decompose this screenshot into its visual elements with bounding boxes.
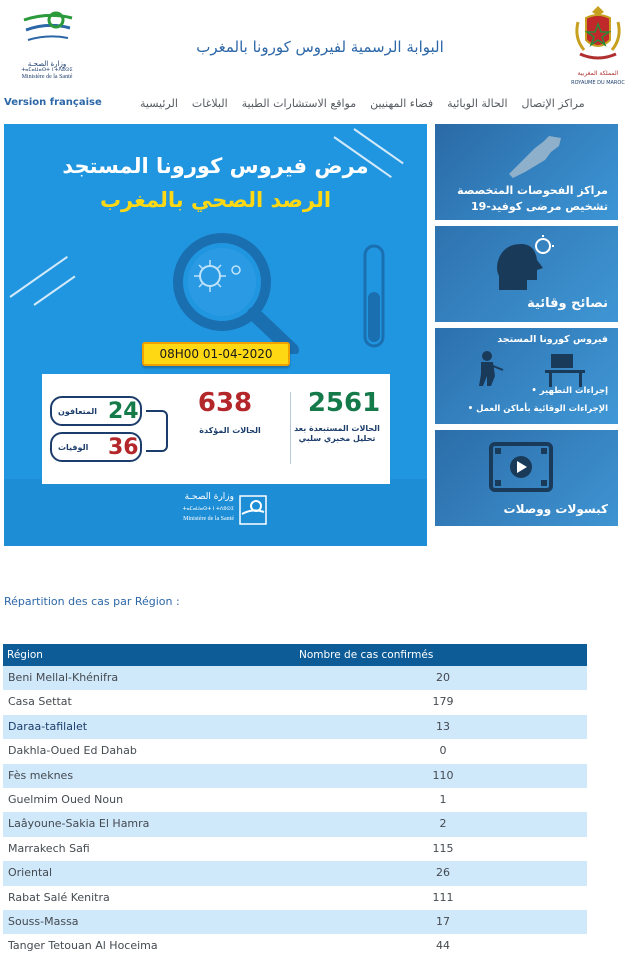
nav-item-call-centers[interactable]: مراكز الإتصال: [521, 97, 585, 110]
banner-title-line1: مرض فيروس كورونا المستجد: [62, 154, 369, 178]
region-name: Beni Mellal-Khénifra: [8, 671, 119, 684]
tile-disinfection-measures[interactable]: [435, 328, 618, 424]
table-row: [3, 715, 587, 739]
tile-disinfection-bullet2: الإجراءات الوقائية بأماكن العمل •: [467, 404, 608, 414]
ministry-label-fr: Ministère de la Santé: [21, 74, 73, 80]
table-row: [3, 739, 587, 763]
banner-ministry-logo: [168, 490, 268, 534]
region-name: Oriental: [8, 866, 53, 880]
tile-prevention-tips[interactable]: [435, 226, 618, 322]
region-cases: 44: [436, 939, 450, 953]
region-name: Rabat Salé Kenitra: [8, 890, 110, 904]
stats-bracket: [146, 410, 168, 452]
banner-logo-ar: وزارة الصحـة: [184, 492, 234, 502]
main-nav: [140, 97, 632, 115]
confirmed-cases-value: 638: [197, 388, 253, 418]
tile-prevention-tips-label: نصائح وقائية: [527, 296, 608, 311]
version-francaise-link[interactable]: Version française: [4, 97, 102, 108]
ministry-emblem-icon: [20, 8, 76, 48]
kingdom-coat-of-arms-logo[interactable]: [568, 4, 628, 88]
kingdom-label-fr: ROYAUME DU MAROC: [571, 80, 625, 86]
region-cases: 13: [436, 719, 450, 733]
recovered-value: 24: [108, 399, 139, 424]
recovered-pill: [50, 396, 142, 426]
banner-logo-tifinagh: ⵜⴰⵎⴰⵡⴰⵙⵜ ⵏ ⵜⴷⵓⵙⵉ: [182, 506, 234, 512]
excluded-cases-label: الحالات المستبعدة بعد تحليل مخبري سلبي: [294, 424, 380, 443]
deaths-pill: [50, 432, 142, 462]
region-cases: 20: [436, 671, 450, 684]
morocco-map-icon: [505, 134, 565, 180]
table-row: [3, 812, 587, 836]
region-name: Souss-Massa: [8, 915, 79, 928]
table-row: [3, 886, 587, 910]
deaths-value: 36: [108, 435, 139, 460]
deaths-label: الوفيات: [58, 443, 89, 452]
region-cases: 111: [432, 890, 454, 904]
region-cases: 1: [439, 793, 447, 806]
covid-monitoring-banner[interactable]: [4, 124, 427, 546]
banner-ministry-emblem-icon: [238, 494, 268, 526]
region-name: Tanger Tetouan Al Hoceima: [8, 939, 158, 953]
ministry-label-tifinagh: ⵜⴰⵎⴰⵡⴰⵙⵜ ⵏ ⵜⴷⵓⵙⵉ: [21, 67, 73, 73]
table-row: [3, 690, 587, 714]
table-row: [3, 764, 587, 788]
region-section-heading: Répartition des cas par Région :: [4, 595, 180, 608]
region-cases: 0: [439, 744, 447, 758]
region-name: Dakhla-Oued Ed Dahab: [8, 744, 137, 758]
region-cases: 110: [432, 768, 454, 782]
test-tube-icon: [359, 242, 389, 352]
head-lightbulb-icon: [491, 234, 555, 292]
tile-disinfection-bullet1: إجراءات التطهير •: [531, 386, 608, 396]
table-row: [3, 910, 587, 934]
region-cases: 17: [436, 915, 450, 928]
column-header-region: Région: [7, 649, 43, 661]
banner-title-line2: الرصد الصحي بالمغرب: [99, 188, 332, 212]
nav-item-professionals-space[interactable]: فضاء المهنيين: [370, 97, 434, 110]
region-name: Daraa-tafilalet: [8, 719, 88, 733]
table-row: [3, 861, 587, 885]
table-header-row: [3, 644, 587, 666]
nav-item-epidemic-status[interactable]: الحالة الوبائية: [447, 97, 508, 110]
tile-testing-centers[interactable]: [435, 124, 618, 220]
region-cases: 179: [432, 695, 454, 709]
tile-testing-centers-line1: مراكز الفحوصات المتخصصة: [457, 184, 608, 197]
ministry-label-ar: وزارة الصحـة: [27, 60, 67, 68]
stats-panel: [42, 374, 390, 484]
region-name: Fès meknes: [8, 768, 74, 782]
region-cases: 26: [436, 866, 450, 880]
nav-item-announcements[interactable]: البلاغات: [191, 97, 228, 110]
region-name: Casa Settat: [8, 695, 72, 709]
table-row: [3, 934, 587, 958]
region-name: Guelmim Oued Noun: [8, 793, 124, 806]
disinfection-worker-icon: [475, 350, 595, 388]
tile-disinfection-title: فيروس كورونا المستجد: [497, 334, 608, 345]
confirmed-cases-label: الحالات المؤكدة: [199, 426, 261, 435]
table-row: [3, 837, 587, 861]
tile-capsules-spots[interactable]: [435, 430, 618, 526]
nav-item-medical-consultation-sites[interactable]: مواقع الاستشارات الطبية: [241, 97, 357, 110]
banner-logo-fr: Ministère de la Santé: [183, 516, 234, 522]
table-row: [3, 788, 587, 812]
tile-capsules-label: كبسولات ووصلات: [503, 502, 608, 516]
column-header-confirmed-cases: Nombre de cas confirmés: [299, 649, 434, 661]
table-row: [3, 666, 587, 690]
region-name: Laâyoune-Sakia El Hamra: [8, 817, 150, 831]
site-title: البوابة الرسمية لفيروس كورونا بالمغرب: [196, 38, 444, 56]
report-date-badge: 08H00 01-04-2020: [142, 342, 290, 366]
region-cases: 2: [439, 817, 447, 831]
region-cases: 115: [432, 841, 454, 855]
region-name: Marrakech Safi: [8, 841, 90, 855]
nav-item-home[interactable]: الرئيسية: [140, 97, 178, 110]
stats-divider: [290, 392, 291, 464]
site-header: [0, 0, 637, 90]
ministry-of-health-logo[interactable]: [14, 6, 80, 84]
excluded-cases-value: 2561: [307, 388, 381, 418]
tile-testing-centers-line2: تشخيص مرضى كوفيد-19: [470, 200, 608, 213]
coat-of-arms-icon: [568, 4, 628, 68]
video-play-icon: [489, 442, 553, 492]
recovered-label: المتعافون: [58, 407, 97, 416]
magnifier-virus-icon: [164, 224, 304, 354]
kingdom-label-ar: المملكة المغربية: [577, 70, 619, 77]
